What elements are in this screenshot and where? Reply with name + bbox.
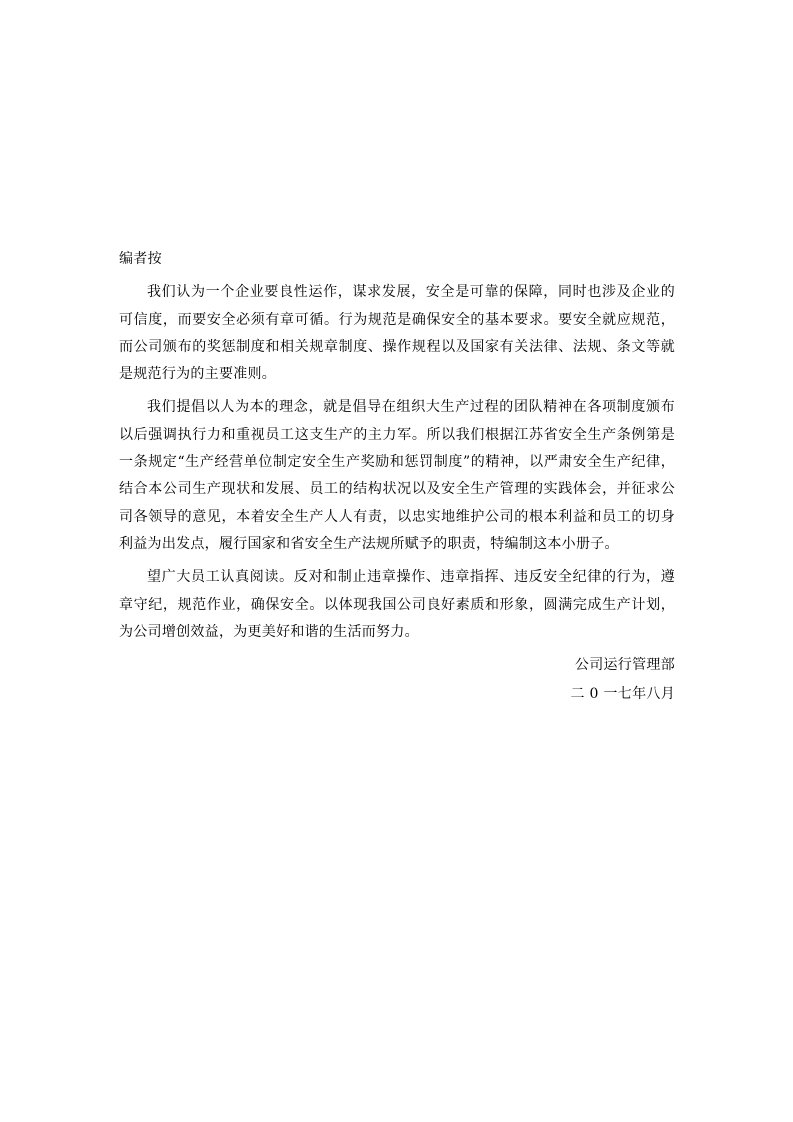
paragraph-2: 我们提倡以人为本的理念，就是倡导在组织大生产过程的团队精神在各项制度颁布以后强调执行力和重视员工这支生产的主力军。所以我们根据江苏省安全生产条例第是一条规定“生产经营单位制定安全生产奖励和惩罚制度”的精神，以严肃安全生产纪律，结合本公司生产现状和发展、员工的结构状况以及安全生产管理的实践体会，并征求公司各领导的意见，本着安全生产人人有责，以忠实地维护公司的根本利益和员工的切身利益为出发点，履行国家和省安全生产法规所赋予的职责，特编制这本小册子。	[119, 399, 675, 552]
editor-note-heading: 编者按	[119, 251, 162, 267]
document-body	[119, 246, 675, 709]
paragraph-1: 我们认为一个企业要良性运作，谋求发展，安全是可靠的保障，同时也涉及企业的可信度，而要安全必须有章可循。行为规范是确保安全的基本要求。要安全就应规范，而公司颁布的奖惩制度和相关规章制度、操作规程以及国家有关法律、法规、条文等就是规范行为的主要准则。	[119, 284, 675, 383]
paragraph-3: 望广大员工认真阅读。反对和制止违章操作、违章指挥、违反安全纪律的行为，遵章守纪，规范作业，确保安全。以体现我国公司良好素质和形象，圆满完成生产计划，为公司增创效益，为更美好和谐的生活而努力。	[119, 569, 675, 640]
signature-date: 二 0 一七年八月	[570, 686, 675, 703]
signature-department: 公司运行管理部	[574, 657, 675, 674]
